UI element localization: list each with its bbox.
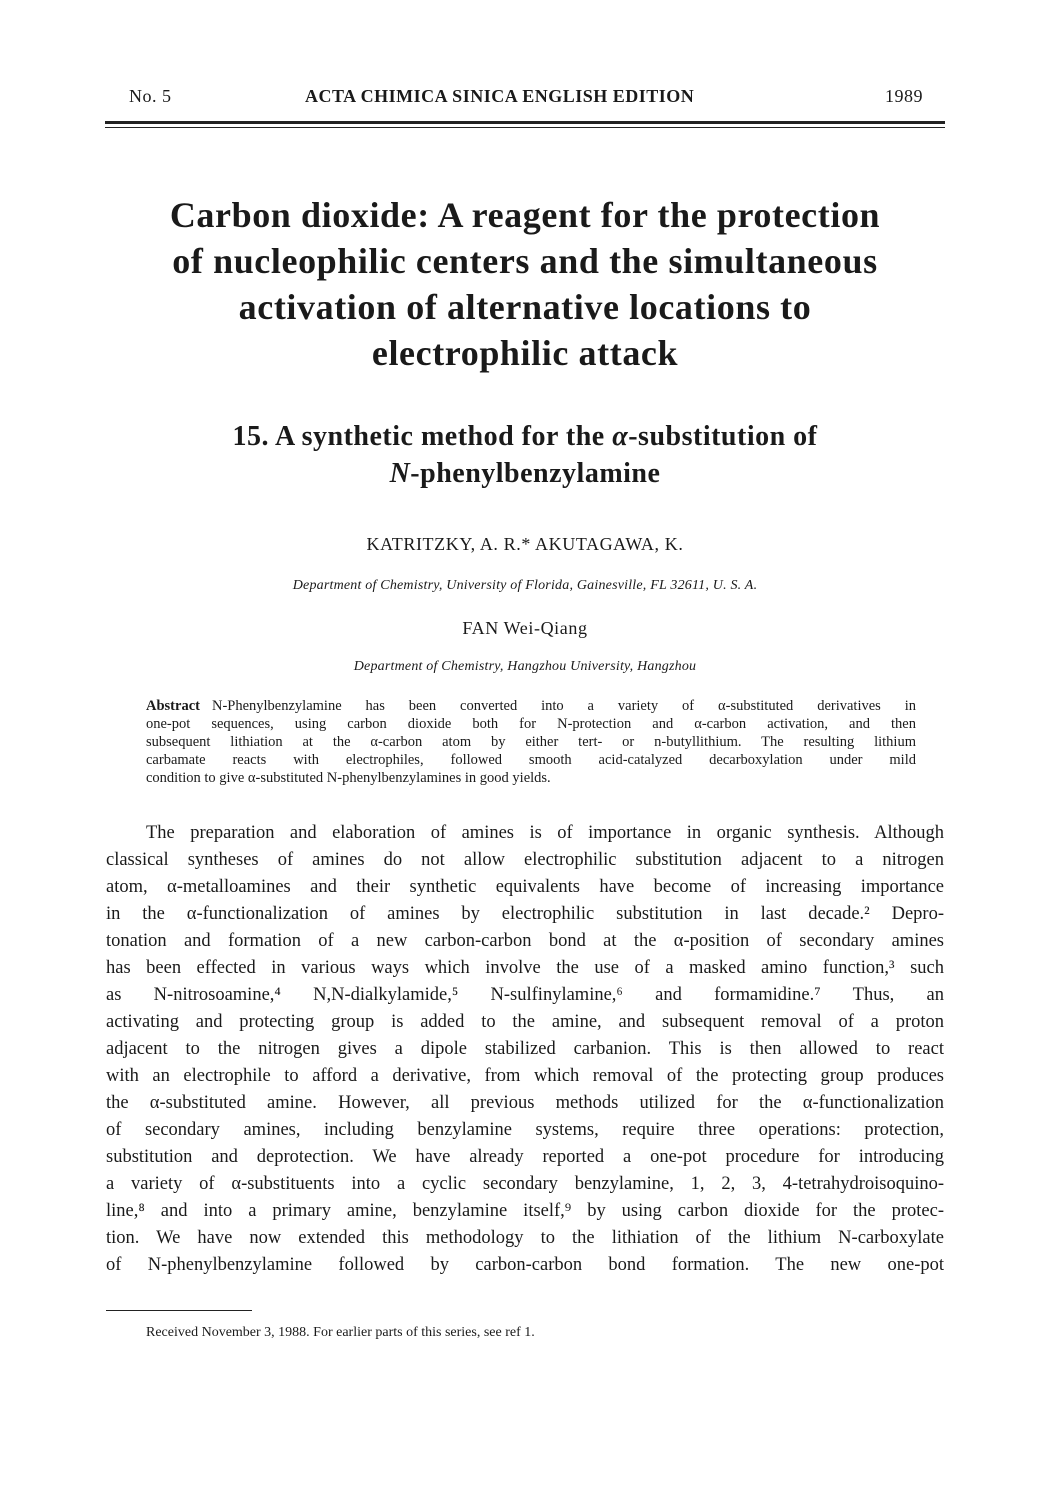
- body-line: The preparation and elaboration of amines is of importance in organic synthesis. Although: [146, 823, 944, 843]
- body-line: in the α-functionalization of amines by electrophilic substitution in last decade.² Depro-: [106, 904, 944, 924]
- title-line: electrophilic attack: [371, 333, 679, 373]
- journal-name: ACTA CHIMICA SINICA ENGLISH EDITION: [305, 86, 695, 106]
- running-header: [105, 86, 945, 110]
- body-line: with an electrophile to afford a derivative, from which removal of the protecting group produces: [106, 1066, 944, 1086]
- abstract: [146, 697, 916, 787]
- abstract-line: one-pot sequences, using carbon dioxide both for N-protection and α-carbon activation, and then: [146, 716, 916, 732]
- author-group-1: KATRITZKY, A. R.* AKUTAGAWA, K.: [366, 534, 684, 554]
- body-line: atom, α-metalloamines and their synthetic equivalents have become of increasing importance: [106, 877, 944, 897]
- abstract-line: subsequent lithiation at the α-carbon atom by either tert- or n-butyllithium. The resulting lithium: [146, 734, 916, 750]
- body-text: [106, 820, 944, 1279]
- subtitle-n: N: [389, 458, 411, 489]
- affiliation-2: Department of Chemistry, Hangzhou University, Hangzhou: [353, 659, 697, 674]
- title-line: of nucleophilic centers and the simultaneous: [172, 241, 878, 281]
- body-line: a variety of α-substituents into a cyclic secondary benzylamine, 1, 2, 3, 4-tetrahydroisoquino-: [106, 1174, 944, 1194]
- body-line: tonation and formation of a new carbon-carbon bond at the α-position of secondary amines: [106, 931, 944, 951]
- body-line: of secondary amines, including benzylamine systems, require three operations: protection,: [106, 1120, 944, 1140]
- subtitle-line: [100, 418, 950, 455]
- header-rule-thin: [105, 127, 945, 128]
- body-line: tion. We have now extended this methodology to the lithiation of the lithium N-carboxylate: [106, 1228, 944, 1248]
- author-group-2: FAN Wei-Qiang: [462, 618, 588, 638]
- abstract-line: carbamate reacts with electrophiles, followed smooth acid-catalyzed decarboxylation under mild: [146, 752, 916, 768]
- body-line: substitution and deprotection. We have already reported a one-pot procedure for introducing: [106, 1147, 944, 1167]
- body-line: of N-phenylbenzylamine followed by carbon-carbon bond formation. The new one-pot: [106, 1255, 944, 1275]
- footnote: Received November 3, 1988. For earlier parts of this series, see ref 1.: [146, 1325, 535, 1340]
- abstract-label: Abstract: [146, 698, 200, 714]
- footnote-rule: [106, 1310, 252, 1311]
- subtitle-text: -substitution of: [628, 421, 818, 452]
- subtitle-line: [100, 455, 950, 492]
- article-subtitle: [100, 418, 950, 492]
- body-line: as N-nitrosoamine,⁴ N,N-dialkylamide,⁵ N-sulfinylamine,⁶ and formamidine.⁷ Thus, an: [106, 985, 944, 1005]
- body-line: has been effected in various ways which involve the use of a masked amino function,³ such: [106, 958, 944, 978]
- publication-year: 1989: [885, 86, 923, 106]
- subtitle-alpha: α: [612, 421, 629, 452]
- issue-number: No. 5: [129, 86, 172, 106]
- title-line: Carbon dioxide: A reagent for the protection: [169, 195, 881, 235]
- subtitle-text: 15. A synthetic method for the: [232, 421, 613, 452]
- body-line: activating and protecting group is added to the amine, and subsequent removal of a proton: [106, 1012, 944, 1032]
- article-title: [100, 192, 950, 376]
- abstract-text: N-Phenylbenzylamine has been converted into a variety of α-substituted derivatives in: [211, 698, 916, 714]
- affiliation-1: Department of Chemistry, University of Florida, Gainesville, FL 32611, U. S. A.: [292, 578, 758, 593]
- body-line: adjacent to the nitrogen gives a dipole stabilized carbanion. This is then allowed to react: [106, 1039, 944, 1059]
- header-rule-thick: [105, 121, 945, 124]
- abstract-line: condition to give α-substituted N-phenylbenzylamines in good yields.: [146, 770, 551, 786]
- body-line: classical syntheses of amines do not allow electrophilic substitution adjacent to a nitrogen: [106, 850, 944, 870]
- body-line: line,⁸ and into a primary amine, benzylamine itself,⁹ by using carbon dioxide for the protec-: [106, 1201, 944, 1221]
- abstract-line: [146, 697, 916, 715]
- subtitle-text: -phenylbenzylamine: [410, 458, 661, 489]
- body-line: the α-substituted amine. However, all previous methods utilized for the α-functionalization: [106, 1093, 944, 1113]
- title-line: activation of alternative locations to: [238, 287, 812, 327]
